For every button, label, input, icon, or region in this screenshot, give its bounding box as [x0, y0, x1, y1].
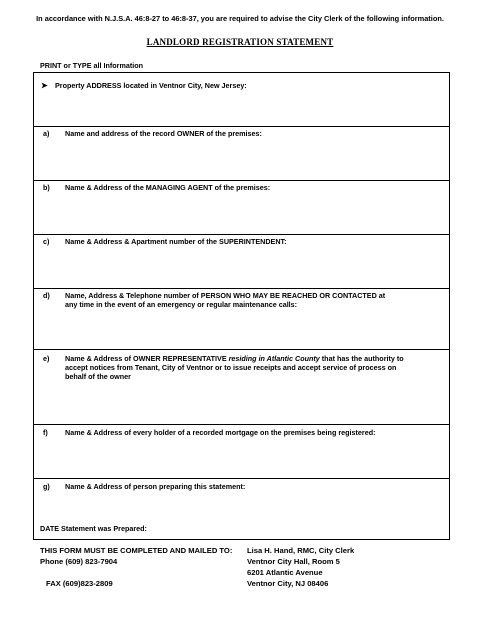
clerk-address-line: 6201 Atlantic Avenue — [247, 568, 323, 577]
owner-rep-label-line3: behalf of the owner — [65, 372, 131, 382]
preparer-row[interactable] — [34, 478, 449, 540]
preparer-label: Name & Address of person preparing this statement: — [65, 482, 246, 491]
field-letter: f) — [43, 428, 48, 437]
intro-notice: In accordance with N.J.S.A. 46:8-27 to 46:8-37, you are required to advise the City Clerk of the following information. — [36, 14, 444, 23]
page-title: LANDLORD REGISTRATION STATEMENT — [146, 37, 334, 47]
superintendent-label: Name & Address & Apartment number of the SUPERINTENDENT: — [65, 237, 287, 246]
owner-rep-label-tail: that has the authority to — [319, 354, 404, 363]
date-prepared-label: DATE Statement was Prepared: — [40, 524, 147, 533]
owner-label: Name and address of the record OWNER of the premises: — [65, 129, 262, 138]
owner-row[interactable] — [34, 126, 449, 180]
emergency-contact-label-cont: any time in the event of an emergency or regular maintenance calls: — [65, 300, 298, 310]
print-instruction: PRINT or TYPE all Information — [40, 61, 144, 70]
arrow-right-icon: ➤ — [41, 81, 48, 90]
address-label: Property ADDRESS located in Ventnor City, New Jersey: — [55, 81, 247, 90]
owner-representative-row[interactable] — [34, 349, 449, 424]
clerk-name: Lisa H. Hand, RMC, City Clerk — [247, 546, 355, 555]
field-letter: d) — [43, 291, 50, 300]
owner-rep-label-line2: accept notices from Tenant, City of Ventnor or to issue receipts and accept service of process on — [65, 363, 397, 373]
fax-number: FAX (609)823-2809 — [46, 579, 113, 588]
owner-rep-residency: residing in Atlantic County — [228, 354, 320, 363]
owner-rep-label: Name & Address of OWNER REPRESENTATIVE — [65, 354, 229, 363]
mortgage-holder-row[interactable] — [34, 424, 449, 478]
address-row[interactable] — [34, 73, 449, 126]
clerk-address-line: Ventnor City, NJ 08406 — [247, 579, 329, 588]
field-letter: g) — [43, 482, 50, 491]
field-letter: b) — [43, 183, 50, 192]
clerk-address-line: Ventnor City Hall, Room 5 — [247, 557, 340, 566]
field-letter: a) — [43, 129, 50, 138]
managing-agent-label: Name & Address of the MANAGING AGENT of the premises: — [65, 183, 271, 192]
phone-number: Phone (609) 823-7904 — [40, 557, 118, 566]
footer-contact — [40, 545, 232, 589]
field-letter: e) — [43, 354, 50, 363]
field-letter: c) — [43, 237, 50, 246]
emergency-contact-label: Name, Address & Telephone number of PERSON WHO MAY BE REACHED OR CONTACTED at — [65, 291, 386, 300]
registration-form — [33, 72, 450, 540]
managing-agent-row[interactable] — [34, 180, 449, 234]
superintendent-row[interactable] — [34, 234, 449, 288]
clerk-address — [247, 545, 354, 589]
emergency-contact-row[interactable] — [34, 288, 449, 349]
mortgage-holder-label: Name & Address of every holder of a recorded mortgage on the premises being registered: — [65, 428, 376, 437]
mail-instruction: THIS FORM MUST BE COMPLETED AND MAILED TO: — [40, 546, 233, 555]
date-prepared-field[interactable] — [40, 524, 147, 533]
